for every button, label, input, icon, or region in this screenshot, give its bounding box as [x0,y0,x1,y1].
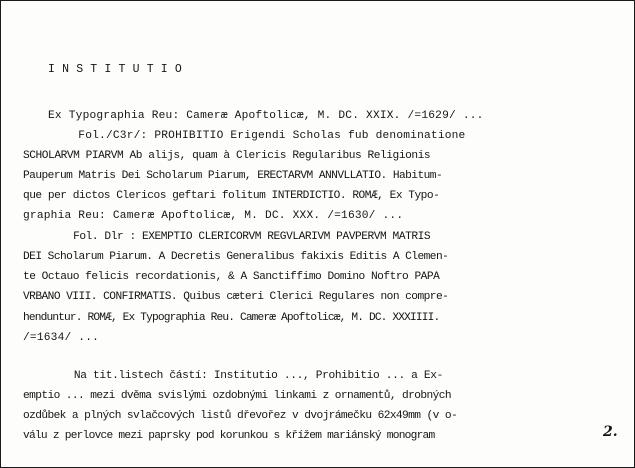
card-line-6: graphia Reu: Cameræ Apoftolicæ, M. DC. XXX. /=1630/ ... [23,210,404,222]
card-line-12: /=1634/ ... [23,332,100,344]
card-line-13: Na tit.listech částí: Institutio ..., Prohibitio ... a Ex- [23,370,443,382]
card-line-3: SCHOLARVM PIARVM Ab alijs, quam à Clericis Regularibus Religionis [23,150,431,162]
card-line-2: Fol./C3r/: PROHIBITIO Erigendi Scholas fub denominatione [23,130,466,142]
card-line-11: henduntur. ROMÆ, Ex Typographia Reu. Cameræ Apoftolicæ, M. DC. XXXIIII. [23,312,440,324]
card-line-15: ozdůbek a plných svlačcových listů dřevořez v dvojrámečku 62x49mm (v o- [23,410,458,422]
card-line-8: DEI Scholarum Piarum. A Decretis Generalibus fakixis Editis A Clemen- [23,251,449,263]
card-line-1: Ex Typographia Reu: Cameræ Apoftolicæ, M. DC. XXIX. /=1629/ ... [48,110,484,122]
card-line-7: Fol. Dlr : EXEMPTIO CLERICORVM REGVLARIVM PAVPERVM MATRIS [23,231,431,243]
card-title: INSTITUTIO [48,63,190,76]
handwritten-mark: 2. [603,424,618,440]
card-line-5: que per dictos Clericos geftari folitum INTERDICTIO. ROMÆ, Ex Typo- [23,190,440,202]
card-line-10: VRBANO VIII. CONFIRMATIS. Quibus cæteri Clerici Regulares non compre- [23,291,449,303]
card-line-4: Pauperum Matris Dei Scholarum Piarum, ERECTARVM ANNVLLATIO. Habitum- [23,170,443,182]
card-line-9: te Octauo felicis recordationis, & A Sanctiffimo Domino Noftro PAPA [23,271,440,283]
card-line-16: válu z perlovce mezi paprsky pod korunkou s křížem mariánský monogram [23,430,435,442]
card-line-14: emptio ... mezi dvěma svislými ozdobnými linkami z ornamentů, drobných [23,390,451,402]
